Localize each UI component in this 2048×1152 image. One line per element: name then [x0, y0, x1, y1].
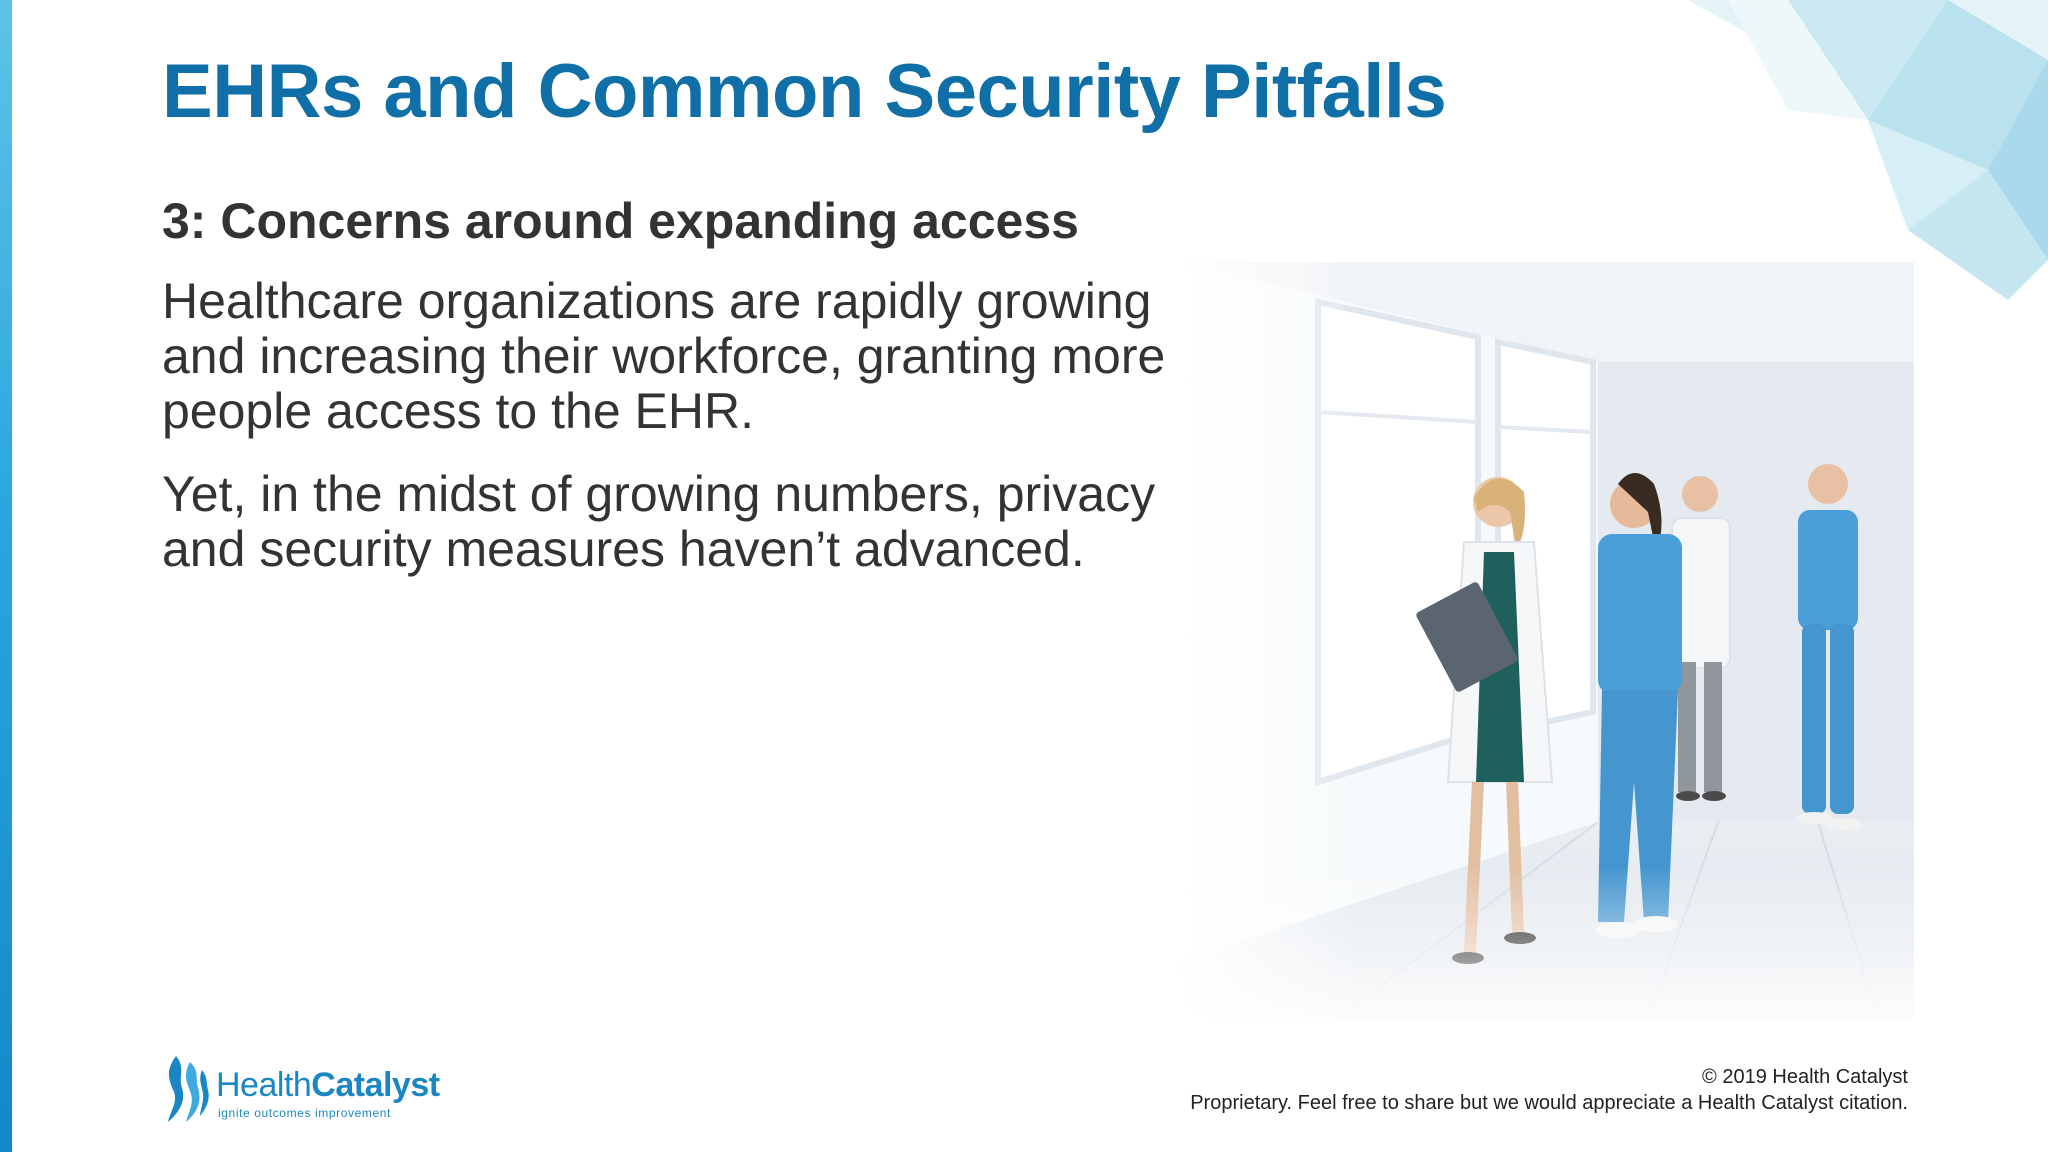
- health-catalyst-logo: [160, 1052, 480, 1126]
- logo-tagline: ignite outcomes improvement: [218, 1106, 391, 1120]
- logo-name-catalyst: Catalyst: [311, 1066, 440, 1104]
- footer: [1190, 1064, 1908, 1116]
- body-paragraph-2: Yet, in the midst of growing numbers, privacy and security measures haven’t advanced.: [162, 466, 1156, 577]
- body-paragraph-1: Healthcare organizations are rapidly growing and increasing their workforce, granting more people access to the EHR.: [162, 273, 1166, 439]
- accent-bar: [0, 0, 12, 1152]
- clinicians-photo: [1178, 262, 1914, 1018]
- logo-name-health: Health: [216, 1066, 312, 1104]
- flame-icon: [160, 1052, 212, 1126]
- slide-title: EHRs and Common Security Pitfalls: [162, 49, 1447, 134]
- logo-wordmark: [216, 1066, 440, 1105]
- copyright-text: © 2019 Health Catalyst: [1702, 1066, 1908, 1088]
- proprietary-notice: Proprietary. Feel free to share but we would appreciate a Health Catalyst citation.: [1190, 1092, 1908, 1114]
- slide-subheading: 3: Concerns around expanding access: [162, 193, 1079, 249]
